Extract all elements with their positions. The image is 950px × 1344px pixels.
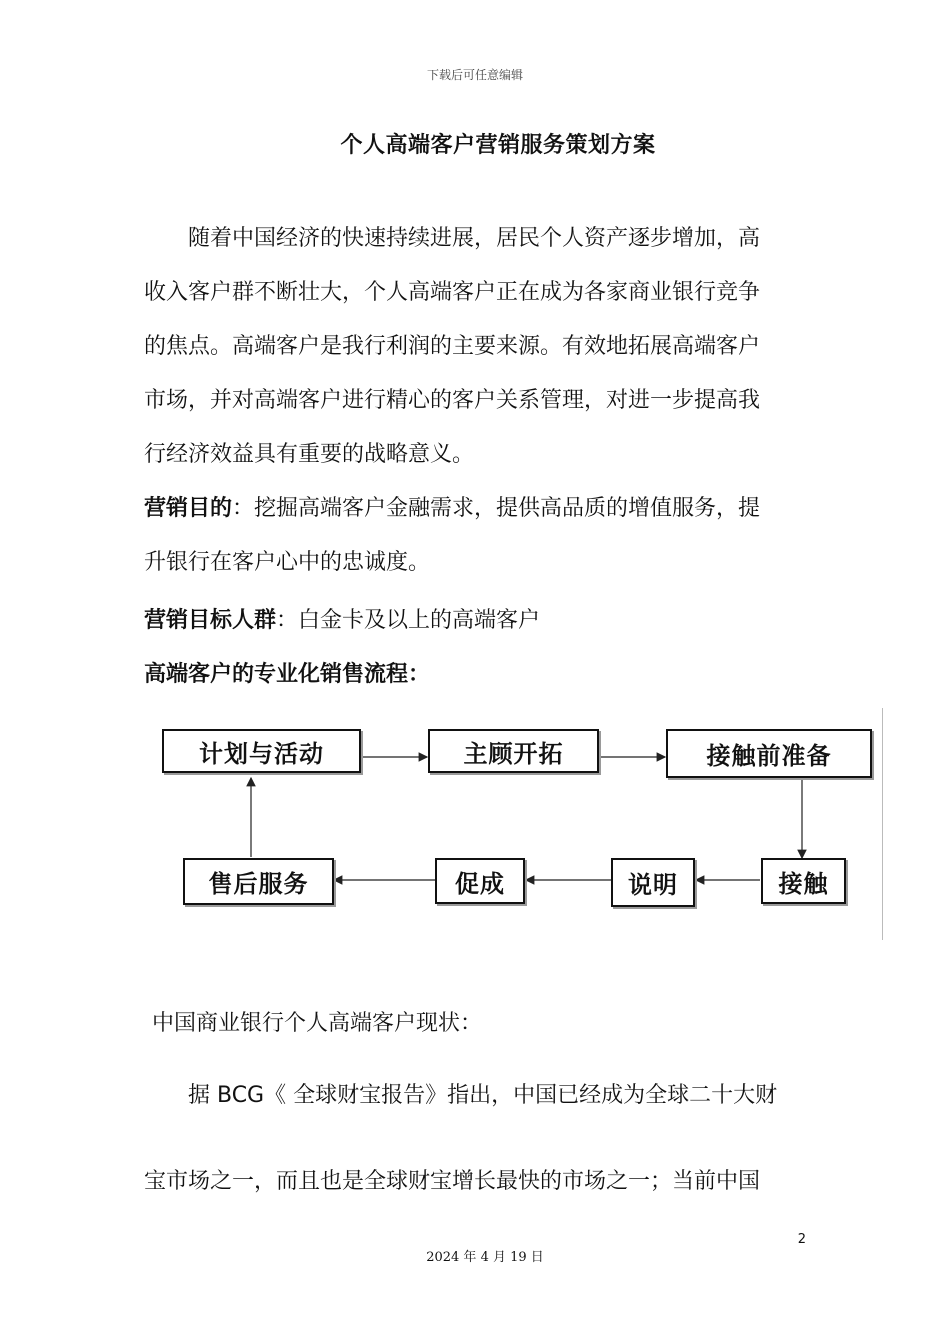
flow-box-prepare: 接触前准备	[666, 729, 872, 778]
intro-line: 的焦点。高端客户是我行利润的主要来源。有效地拓展高端客户	[144, 334, 761, 359]
intro-line: 随着中国经济的快速持续进展，居民个人资产逐步增加，高	[188, 226, 761, 251]
intro-line: 收入客户群不断壮大，个人高端客户正在成为各家商业银行竞争	[144, 280, 761, 305]
bcg-line-2: 宝市场之一，而且也是全球财宝增长最快的市场之一；当前中国	[144, 1169, 761, 1194]
flow-box-close: 促成	[435, 858, 525, 904]
footer-date: 2024 年 4 月 19 日	[426, 1250, 544, 1265]
flow-box-explain: 说明	[611, 858, 695, 907]
flow-box-plan: 计划与活动	[162, 729, 361, 773]
flow-box-contact: 接触	[761, 858, 846, 904]
target-line	[144, 603, 540, 634]
flow-box-prospect: 主顾开拓	[428, 729, 599, 773]
target-text: ：白金卡及以上的高端客户	[276, 608, 541, 633]
target-label: 营销目标人群	[144, 608, 277, 633]
bcg-line-1: 据 BCG《 全球财宝报告》指出，中国已经成为全球二十大财	[188, 1083, 778, 1108]
document-title: 个人高端客户营销服务策划方案	[340, 133, 656, 158]
goal-paragraph	[144, 482, 794, 590]
intro-line: 市场，并对高端客户进行精心的客户关系管理，对进一步提高我	[144, 388, 761, 413]
goal-text-cont: 升银行在客户心中的忠诚度。	[144, 550, 431, 575]
header-note: 下载后可任意编辑	[426, 68, 523, 82]
margin-line	[882, 708, 883, 940]
status-heading: 中国商业银行个人高端客户现状：	[152, 1011, 483, 1036]
intro-paragraph	[144, 212, 794, 482]
flow-box-after-sales: 售后服务	[183, 858, 334, 905]
goal-label: 营销目的	[144, 496, 233, 521]
process-heading: 高端客户的专业化销售流程：	[144, 662, 431, 687]
page-number: 2	[797, 1232, 806, 1247]
intro-line: 行经济效益具有重要的战略意义。	[144, 442, 475, 467]
goal-text: ：挖掘高端客户金融需求，提供高品质的增值服务，提	[232, 496, 761, 521]
